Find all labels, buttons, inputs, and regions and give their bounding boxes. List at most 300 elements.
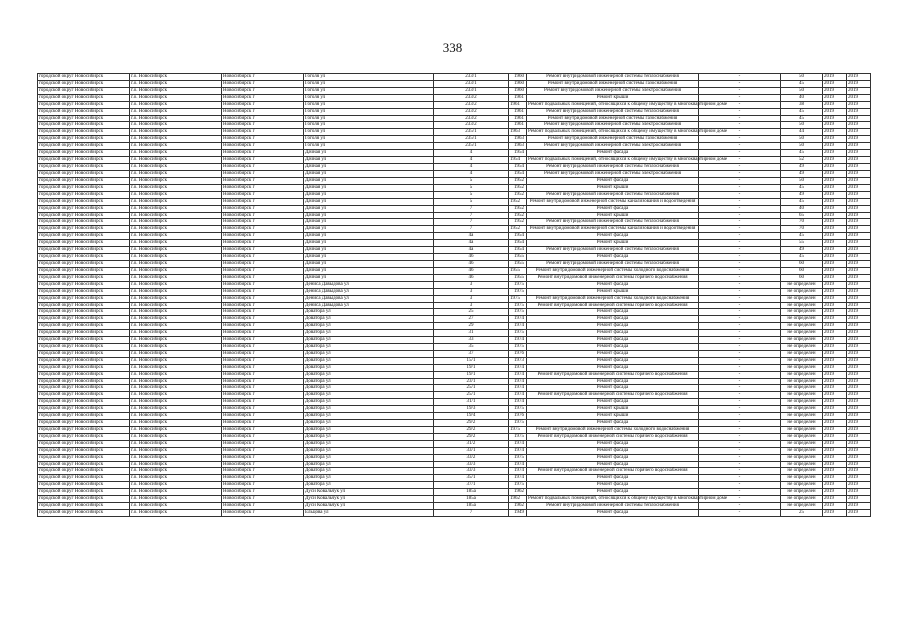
table-cell: 1974 xyxy=(509,440,527,447)
table-row xyxy=(38,108,871,115)
table-cell: г.о. Новосибирск xyxy=(130,371,222,378)
table-row xyxy=(38,226,871,233)
table-cell: Ремонт фасада xyxy=(527,316,699,323)
table-cell: 2019 xyxy=(847,170,871,177)
table-cell: Ремонт крыши xyxy=(527,94,699,101)
table-cell: городской округ Новосибирск xyxy=(38,350,130,357)
table-cell: - xyxy=(699,94,781,101)
table-cell: городской округ Новосибирск xyxy=(38,136,130,143)
table-cell: г.о. Новосибирск xyxy=(130,378,222,385)
table-row xyxy=(38,509,871,516)
table-cell: 3 xyxy=(434,281,509,288)
table-cell: 25 xyxy=(434,309,509,316)
table-cell: 1952 xyxy=(509,226,527,233)
table-cell: г.о. Новосибирск xyxy=(130,101,222,108)
table-cell: - xyxy=(699,157,781,164)
table-cell: г.о. Новосибирск xyxy=(130,419,222,426)
table-cell: 2019 xyxy=(847,468,871,475)
table-row xyxy=(38,191,871,198)
table-cell: 235/1 xyxy=(434,136,509,143)
table-cell: 2019 xyxy=(847,316,871,323)
table-row xyxy=(38,94,871,101)
table-cell: 45 xyxy=(781,198,823,205)
table-cell: Дачная ул xyxy=(304,260,434,267)
table-cell: Доватора ул xyxy=(304,337,434,344)
table-cell: не определен xyxy=(781,378,823,385)
table-cell: 2019 xyxy=(823,295,847,302)
table-cell: г.о. Новосибирск xyxy=(130,392,222,399)
table-cell: 2019 xyxy=(823,309,847,316)
table-cell: 2019 xyxy=(847,150,871,157)
table-cell: 2019 xyxy=(823,399,847,406)
table-cell: не определен xyxy=(781,281,823,288)
table-cell: не определен xyxy=(781,503,823,510)
table-cell: г.о. Новосибирск xyxy=(130,503,222,510)
table-cell: - xyxy=(699,150,781,157)
table-cell: Доватора ул xyxy=(304,406,434,413)
table-cell: городской округ Новосибирск xyxy=(38,281,130,288)
table-cell: г.о. Новосибирск xyxy=(130,364,222,371)
table-cell: Новосибирск г xyxy=(222,426,304,433)
table-row xyxy=(38,143,871,150)
table-cell: 2019 xyxy=(847,357,871,364)
table-cell: - xyxy=(699,274,781,281)
table-cell: Новосибирск г xyxy=(222,170,304,177)
table-cell: 2019 xyxy=(823,205,847,212)
table-cell: Дачная ул xyxy=(304,184,434,191)
table-cell: 1954 xyxy=(509,233,527,240)
table-cell: 2019 xyxy=(847,344,871,351)
table-cell: - xyxy=(699,461,781,468)
table-cell: Доватора ул xyxy=(304,350,434,357)
table-cell: г.о. Новосибирск xyxy=(130,240,222,247)
table-cell: городской округ Новосибирск xyxy=(38,157,130,164)
table-cell: городской округ Новосибирск xyxy=(38,87,130,94)
table-cell: Гоголя ул xyxy=(304,74,434,81)
table-cell: Ремонт внутридомовой инженерной системы теплоснабжения xyxy=(527,191,699,198)
table-cell: городской округ Новосибирск xyxy=(38,482,130,489)
table-cell: 35/1 xyxy=(434,475,509,482)
table-cell: 1974 xyxy=(509,475,527,482)
table-row xyxy=(38,413,871,420)
table-cell: - xyxy=(699,350,781,357)
table-cell: 1975 xyxy=(509,419,527,426)
table-cell: - xyxy=(699,143,781,150)
table-cell: городской округ Новосибирск xyxy=(38,129,130,136)
table-row xyxy=(38,503,871,510)
table-cell: Доватора ул xyxy=(304,309,434,316)
table-cell: 5 xyxy=(434,184,509,191)
table-cell: 7 xyxy=(434,219,509,226)
table-cell: городской округ Новосибирск xyxy=(38,191,130,198)
table-cell: Ремонт фасада xyxy=(527,440,699,447)
table-cell: 2019 xyxy=(847,475,871,482)
table-cell: городской округ Новосибирск xyxy=(38,399,130,406)
table-cell: Ремонт внутридомовой инженерной системы канализования и водоотведения xyxy=(527,198,699,205)
table-cell: 2019 xyxy=(847,191,871,198)
table-cell: 4 xyxy=(434,170,509,177)
table-cell: Новосибирск г xyxy=(222,413,304,420)
table-cell: городской округ Новосибирск xyxy=(38,212,130,219)
page-number: 338 xyxy=(442,40,463,55)
table-cell: 2019 xyxy=(847,115,871,122)
table-cell: - xyxy=(699,170,781,177)
table-cell: - xyxy=(699,426,781,433)
table-cell: 45 xyxy=(781,150,823,157)
table-cell: Ремонт крыши xyxy=(527,413,699,420)
table-cell: г.о. Новосибирск xyxy=(130,254,222,261)
table-cell: Новосибирск г xyxy=(222,274,304,281)
table-cell: 1954 xyxy=(509,150,527,157)
table-cell: 2019 xyxy=(847,440,871,447)
table-row xyxy=(38,129,871,136)
table-cell: Дениса Давыдова ул xyxy=(304,302,434,309)
table-cell: 1949 xyxy=(509,509,527,516)
table-cell: 2019 xyxy=(823,454,847,461)
table-cell: не определен xyxy=(781,309,823,316)
table-cell: 2019 xyxy=(823,447,847,454)
table-row xyxy=(38,419,871,426)
table-cell: г.о. Новосибирск xyxy=(130,461,222,468)
table-cell: 185а xyxy=(434,496,509,503)
table-cell: - xyxy=(699,226,781,233)
table-cell: не определен xyxy=(781,475,823,482)
table-cell: г.о. Новосибирск xyxy=(130,454,222,461)
table-cell: 2019 xyxy=(847,509,871,516)
table-cell: 1960 xyxy=(509,87,527,94)
table-cell: - xyxy=(699,482,781,489)
table-cell: 2019 xyxy=(847,198,871,205)
table-cell: Ремонт внутридомовой инженерной системы теплоснабжения xyxy=(527,108,699,115)
table-cell: г.о. Новосибирск xyxy=(130,233,222,240)
table-cell: Дуси Ковальчук ул xyxy=(304,489,434,496)
table-cell: не определен xyxy=(781,385,823,392)
table-cell: - xyxy=(699,108,781,115)
table-cell: городской округ Новосибирск xyxy=(38,316,130,323)
table-cell: городской округ Новосибирск xyxy=(38,433,130,440)
table-cell: Новосибирск г xyxy=(222,233,304,240)
table-cell: 49 xyxy=(781,191,823,198)
table-cell: г.о. Новосибирск xyxy=(130,164,222,171)
table-cell: - xyxy=(699,475,781,482)
table-cell: Новосибирск г xyxy=(222,364,304,371)
table-cell: 1975 xyxy=(509,344,527,351)
table-cell: Ремонт внутридомовой инженерной системы канализования и водоотведения xyxy=(527,226,699,233)
table-cell: Дачная ул xyxy=(304,150,434,157)
table-cell: Ремонт подвальных помещений, относящихся к общему имуществу в многоквартирном доме xyxy=(528,129,728,135)
table-cell: Дачная ул xyxy=(304,219,434,226)
table-row xyxy=(38,309,871,316)
table-row xyxy=(38,198,871,205)
table-cell: Ремонт фасада xyxy=(527,330,699,337)
table-cell: Ремонт внутридомовой инженерной системы горячего водоснабжения xyxy=(527,468,699,475)
table-cell: Дуси Ковальчук ул xyxy=(304,496,434,503)
table-cell: городской округ Новосибирск xyxy=(38,419,130,426)
table-cell: Дачная ул xyxy=(304,274,434,281)
table-cell: - xyxy=(699,198,781,205)
table-cell: 1952 xyxy=(509,212,527,219)
table-cell: 19/4 xyxy=(434,413,509,420)
table-cell: 2019 xyxy=(823,80,847,87)
table-cell: 2019 xyxy=(823,184,847,191)
table-cell: г.о. Новосибирск xyxy=(130,302,222,309)
table-cell: 2019 xyxy=(823,378,847,385)
table-cell: 2019 xyxy=(847,233,871,240)
table-cell: не определен xyxy=(781,288,823,295)
table-cell: 2019 xyxy=(847,240,871,247)
table-cell: 44 xyxy=(781,129,823,136)
table-cell: - xyxy=(699,136,781,143)
table-cell: 2019 xyxy=(823,274,847,281)
table-cell: Доватора ул xyxy=(304,440,434,447)
table-cell: 2019 xyxy=(847,447,871,454)
table-cell: 2019 xyxy=(847,461,871,468)
table-row xyxy=(38,330,871,337)
table-cell: Гоголя ул xyxy=(304,87,434,94)
table-cell: 7 xyxy=(434,509,509,516)
table-cell: Гоголя ул xyxy=(304,129,434,136)
table-row xyxy=(38,136,871,143)
table-cell: 2019 xyxy=(847,108,871,115)
table-row xyxy=(38,288,871,295)
table-cell: Дениса Давыдова ул xyxy=(304,295,434,302)
table-cell: - xyxy=(699,233,781,240)
table-cell: - xyxy=(699,177,781,184)
table-row xyxy=(38,426,871,433)
table-cell: - xyxy=(699,260,781,267)
table-cell: Новосибирск г xyxy=(222,330,304,337)
table-cell: 2019 xyxy=(847,101,871,108)
table-row xyxy=(38,219,871,226)
table-row xyxy=(38,337,871,344)
table-cell: Дачная ул xyxy=(304,212,434,219)
table-cell: городской округ Новосибирск xyxy=(38,80,130,87)
table-cell: 2019 xyxy=(823,475,847,482)
table-cell: 2019 xyxy=(847,260,871,267)
table-row xyxy=(38,496,871,503)
table-row xyxy=(38,475,871,482)
table-cell: г.о. Новосибирск xyxy=(130,406,222,413)
table-cell: 2019 xyxy=(823,468,847,475)
table-cell: 1974 xyxy=(509,468,527,475)
table-cell: 2019 xyxy=(847,433,871,440)
table-cell: городской округ Новосибирск xyxy=(38,122,130,129)
table-row xyxy=(38,274,871,281)
table-cell: 2019 xyxy=(823,115,847,122)
table-cell: г.о. Новосибирск xyxy=(130,219,222,226)
table-cell: 2019 xyxy=(823,219,847,226)
table-cell: городской округ Новосибирск xyxy=(38,74,130,81)
table-cell: Ремонт внутридомовой инженерной системы теплоснабжения xyxy=(527,164,699,171)
table-cell: 31/1 xyxy=(434,399,509,406)
table-cell: 1974 xyxy=(509,337,527,344)
table-cell: - xyxy=(699,115,781,122)
table-cell: городской округ Новосибирск xyxy=(38,184,130,191)
table-cell: 185а xyxy=(434,489,509,496)
table-cell: Новосибирск г xyxy=(222,108,304,115)
table-cell: г.о. Новосибирск xyxy=(130,385,222,392)
table-cell: городской округ Новосибирск xyxy=(38,247,130,254)
table-row xyxy=(38,295,871,302)
table-cell: - xyxy=(699,101,781,108)
table-cell: - xyxy=(699,419,781,426)
table-cell: городской округ Новосибирск xyxy=(38,496,130,503)
table-cell: 33/3 xyxy=(434,461,509,468)
table-cell: городской округ Новосибирск xyxy=(38,101,130,108)
table-cell: Новосибирск г xyxy=(222,447,304,454)
table-cell: Ремонт внутридомовой инженерной системы горячего водоснабжения xyxy=(527,302,699,309)
table-cell: Доватора ул xyxy=(304,461,434,468)
table-cell: 50 xyxy=(781,122,823,129)
table-cell: городской округ Новосибирск xyxy=(38,198,130,205)
table-row xyxy=(38,184,871,191)
table-cell: городской округ Новосибирск xyxy=(38,489,130,496)
table-cell: 1975 xyxy=(509,482,527,489)
table-cell: Ремонт внутридомовой инженерной системы электроснабжения xyxy=(527,170,699,177)
table-cell: 2019 xyxy=(823,433,847,440)
table-cell: Ремонт фасада xyxy=(527,309,699,316)
table-cell: 2019 xyxy=(823,482,847,489)
table-cell: - xyxy=(699,87,781,94)
table-cell: - xyxy=(699,219,781,226)
table-cell: Дениса Давыдова ул xyxy=(304,281,434,288)
table-cell: 1975 xyxy=(509,302,527,309)
table-cell: Гоголя ул xyxy=(304,115,434,122)
table-cell: Ремонт фасада xyxy=(527,205,699,212)
table-cell: Ремонт внутридомовой инженерной системы горячего водоснабжения xyxy=(527,433,699,440)
table-cell: 2019 xyxy=(823,108,847,115)
table-cell: 2019 xyxy=(847,247,871,254)
table-cell: Дачная ул xyxy=(304,247,434,254)
table-cell: Доватора ул xyxy=(304,447,434,454)
table-cell: 2019 xyxy=(823,177,847,184)
table-cell: - xyxy=(699,281,781,288)
table-cell: г.о. Новосибирск xyxy=(130,482,222,489)
table-cell: г.о. Новосибирск xyxy=(130,184,222,191)
table-cell: Доватора ул xyxy=(304,419,434,426)
table-cell: Ремонт фасада xyxy=(527,399,699,406)
table-cell: 1961 xyxy=(509,115,527,122)
table-cell: г.о. Новосибирск xyxy=(130,330,222,337)
table-cell: 2019 xyxy=(847,454,871,461)
table-cell: г.о. Новосибирск xyxy=(130,143,222,150)
table-cell: 46 xyxy=(434,254,509,261)
table-cell: Новосибирск г xyxy=(222,212,304,219)
table-row xyxy=(38,447,871,454)
table-cell: г.о. Новосибирск xyxy=(130,399,222,406)
table-cell: Новосибирск г xyxy=(222,385,304,392)
table-cell: Ремонт крыши xyxy=(527,288,699,295)
table-cell: Дачная ул xyxy=(304,198,434,205)
table-cell: 29 xyxy=(434,323,509,330)
table-cell: - xyxy=(699,440,781,447)
table-cell: г.о. Новосибирск xyxy=(130,350,222,357)
table-row xyxy=(38,80,871,87)
table-cell: 1976 xyxy=(509,413,527,420)
table-cell: 2019 xyxy=(823,260,847,267)
table-cell: 2019 xyxy=(823,323,847,330)
table-cell: 2019 xyxy=(847,350,871,357)
table-row xyxy=(38,357,871,364)
table-cell: Ремонт внутридомовой инженерной системы газоснабжения xyxy=(527,80,699,87)
table-cell: 2019 xyxy=(823,337,847,344)
table-cell: 5 xyxy=(434,198,509,205)
table-cell: 2019 xyxy=(823,254,847,261)
table-cell: 233/2 xyxy=(434,94,509,101)
table-cell: Доватора ул xyxy=(304,364,434,371)
table-cell: 2019 xyxy=(823,316,847,323)
table-cell: Новосибирск г xyxy=(222,260,304,267)
table-cell: 2019 xyxy=(847,309,871,316)
table-cell: 2019 xyxy=(847,406,871,413)
table-cell: Гоголя ул xyxy=(304,108,434,115)
table-cell: Доватора ул xyxy=(304,392,434,399)
table-cell: 2019 xyxy=(847,164,871,171)
table-cell: 5 xyxy=(434,177,509,184)
table-cell: 7 xyxy=(434,205,509,212)
table-cell: - xyxy=(699,288,781,295)
table-cell: Новосибирск г xyxy=(222,503,304,510)
table-cell: 65 xyxy=(781,212,823,219)
table-cell: 1963 xyxy=(509,136,527,143)
table-cell: - xyxy=(699,371,781,378)
table-cell: г.о. Новосибирск xyxy=(130,212,222,219)
table-cell: 45 xyxy=(781,115,823,122)
table-cell: Ремонт внутридомовой инженерной системы газоснабжения xyxy=(527,115,699,122)
table-cell: Новосибирск г xyxy=(222,433,304,440)
table-cell: - xyxy=(699,191,781,198)
table-cell: 1954 xyxy=(509,240,527,247)
table-cell: Доватора ул xyxy=(304,468,434,475)
table-cell: г.о. Новосибирск xyxy=(130,94,222,101)
table-cell: Новосибирск г xyxy=(222,74,304,81)
table-cell: - xyxy=(699,205,781,212)
table-cell: 4 xyxy=(434,150,509,157)
table-cell: городской округ Новосибирск xyxy=(38,461,130,468)
table-row xyxy=(38,399,871,406)
table-cell: 31 xyxy=(434,330,509,337)
table-cell: 2019 xyxy=(847,385,871,392)
table-cell: городской округ Новосибирск xyxy=(38,164,130,171)
table-cell: 2019 xyxy=(847,330,871,337)
table-cell: г.о. Новосибирск xyxy=(130,136,222,143)
table-cell: не определен xyxy=(781,330,823,337)
table-cell: 25/1 xyxy=(434,392,509,399)
table-cell: Новосибирск г xyxy=(222,489,304,496)
table-cell: Ремонт фасада xyxy=(527,482,699,489)
table-cell: - xyxy=(699,378,781,385)
table-cell: 1960 xyxy=(509,80,527,87)
table-cell: 49 xyxy=(781,164,823,171)
table-cell: 235/1 xyxy=(434,129,509,136)
table-cell: 29/2 xyxy=(434,433,509,440)
table-cell: 1960 xyxy=(509,74,527,81)
table-cell: 2019 xyxy=(847,496,871,503)
table-cell: 1975 xyxy=(509,406,527,413)
table-cell: Дачная ул xyxy=(304,170,434,177)
table-cell: 2019 xyxy=(847,80,871,87)
table-cell: г.о. Новосибирск xyxy=(130,247,222,254)
table-cell: 2019 xyxy=(847,274,871,281)
table-cell: не определен xyxy=(781,357,823,364)
table-cell: Новосибирск г xyxy=(222,191,304,198)
table-cell: 49 xyxy=(781,247,823,254)
table-cell: 49 xyxy=(781,170,823,177)
table-cell: Новосибирск г xyxy=(222,281,304,288)
table-cell: Новосибирск г xyxy=(222,357,304,364)
table-cell: 1954 xyxy=(509,170,527,177)
table-row xyxy=(38,157,871,164)
